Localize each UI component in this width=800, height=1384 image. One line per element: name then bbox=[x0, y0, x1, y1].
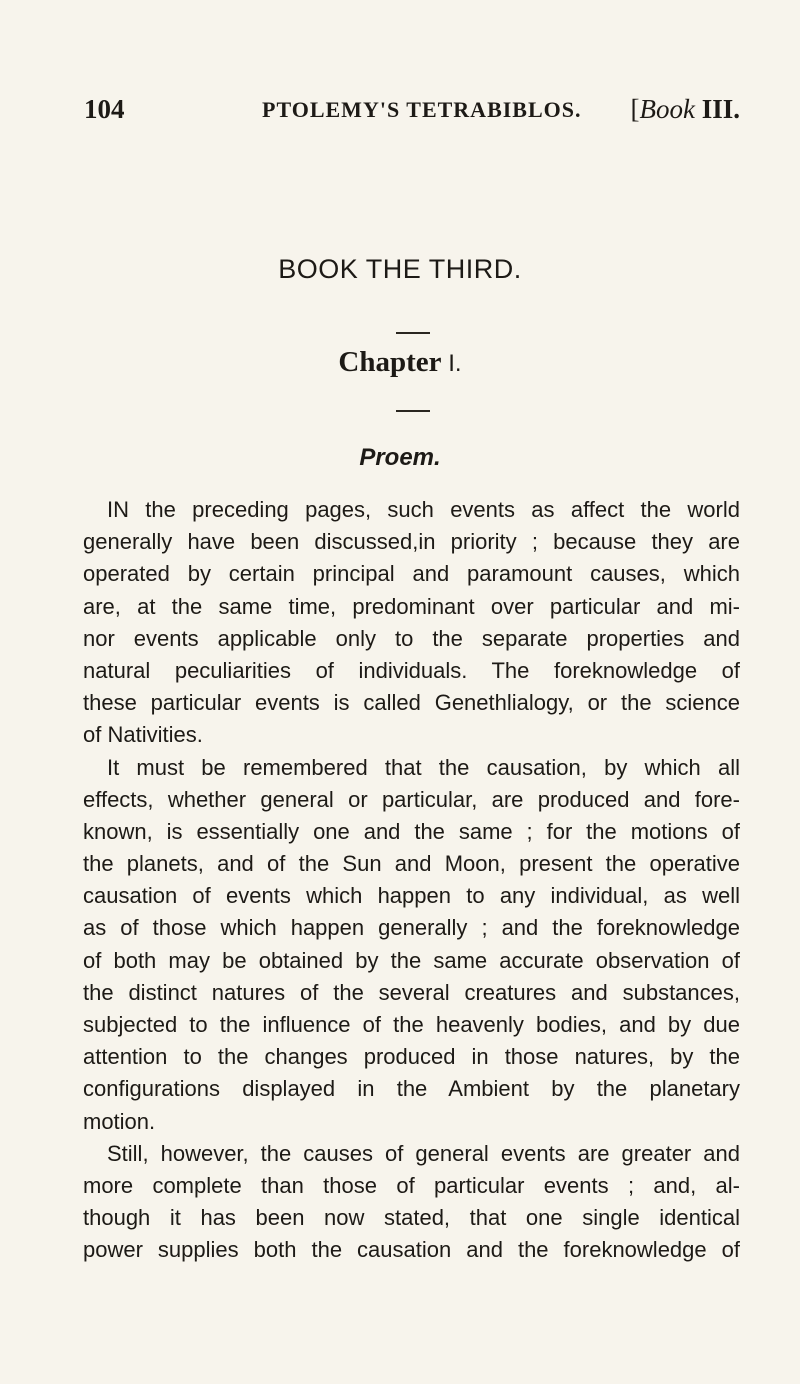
body-line: natural peculiarities of individuals. The foreknowledge of bbox=[83, 657, 740, 683]
body-line: though it has been now stated, that one single identical bbox=[83, 1205, 740, 1231]
body-line: It must be remembered that the causation, by which all bbox=[107, 754, 740, 780]
body-line: Still, however, the causes of general events are greater and bbox=[107, 1140, 740, 1166]
chapter-rule-top bbox=[396, 332, 430, 334]
body-line: power supplies both the causation and the foreknowledge of bbox=[83, 1237, 740, 1263]
body-line: subjected to the influence of the heavenly bodies, and by due bbox=[83, 1012, 740, 1037]
body-line: motion. bbox=[83, 1108, 156, 1134]
chapter-number: I. bbox=[448, 350, 462, 377]
book-reference-bracket: [ bbox=[630, 94, 640, 124]
running-head bbox=[84, 94, 740, 134]
body-line: nor events applicable only to the separate properties and bbox=[83, 625, 740, 651]
body-line: operated by certain principal and paramount causes, which bbox=[83, 561, 740, 587]
body-line: are, at the same time, predominant over particular and mi- bbox=[83, 593, 740, 619]
body-line: configurations displayed in the Ambient by the planetary bbox=[83, 1076, 740, 1102]
body-line: known, is essentially one and the same ; for the motions of bbox=[83, 818, 740, 844]
section-title: Proem. bbox=[359, 444, 441, 471]
book-reference-number: III. bbox=[701, 94, 740, 124]
body-line: these particular events is called Genethlialogy, or the science bbox=[83, 690, 740, 716]
body-line: causation of events which happen to any individual, as well bbox=[83, 883, 740, 909]
body-text bbox=[83, 494, 740, 1267]
body-line: of both may be obtained by the same accurate observation of bbox=[83, 947, 740, 973]
running-title: PTOLEMY'S TETRABIBLOS. bbox=[262, 97, 582, 122]
body-line: of Nativities. bbox=[83, 722, 203, 748]
body-line: as of those which happen generally ; and the foreknowledge bbox=[83, 915, 740, 941]
chapter-word: Chapter bbox=[338, 346, 441, 378]
body-line: IN the preceding pages, such events as affect the world bbox=[107, 497, 740, 522]
body-line: the distinct natures of the several creatures and substances, bbox=[83, 979, 740, 1005]
book-reference-word: Book bbox=[639, 94, 695, 124]
body-line: effects, whether general or particular, are produced and fore- bbox=[83, 786, 740, 812]
chapter-rule-bottom bbox=[396, 410, 430, 412]
book-reference bbox=[630, 94, 740, 125]
body-line: the planets, and of the Sun and Moon, present the operative bbox=[83, 851, 740, 877]
body-line: attention to the changes produced in those natures, by the bbox=[83, 1044, 740, 1070]
book-heading: BOOK THE THIRD. bbox=[278, 254, 522, 284]
body-line: more complete than those of particular events ; and, al- bbox=[83, 1172, 740, 1198]
body-line: generally have been discussed,in priority ; because they are bbox=[83, 529, 740, 555]
chapter-heading bbox=[0, 346, 800, 379]
page-number: 104 bbox=[84, 94, 125, 124]
